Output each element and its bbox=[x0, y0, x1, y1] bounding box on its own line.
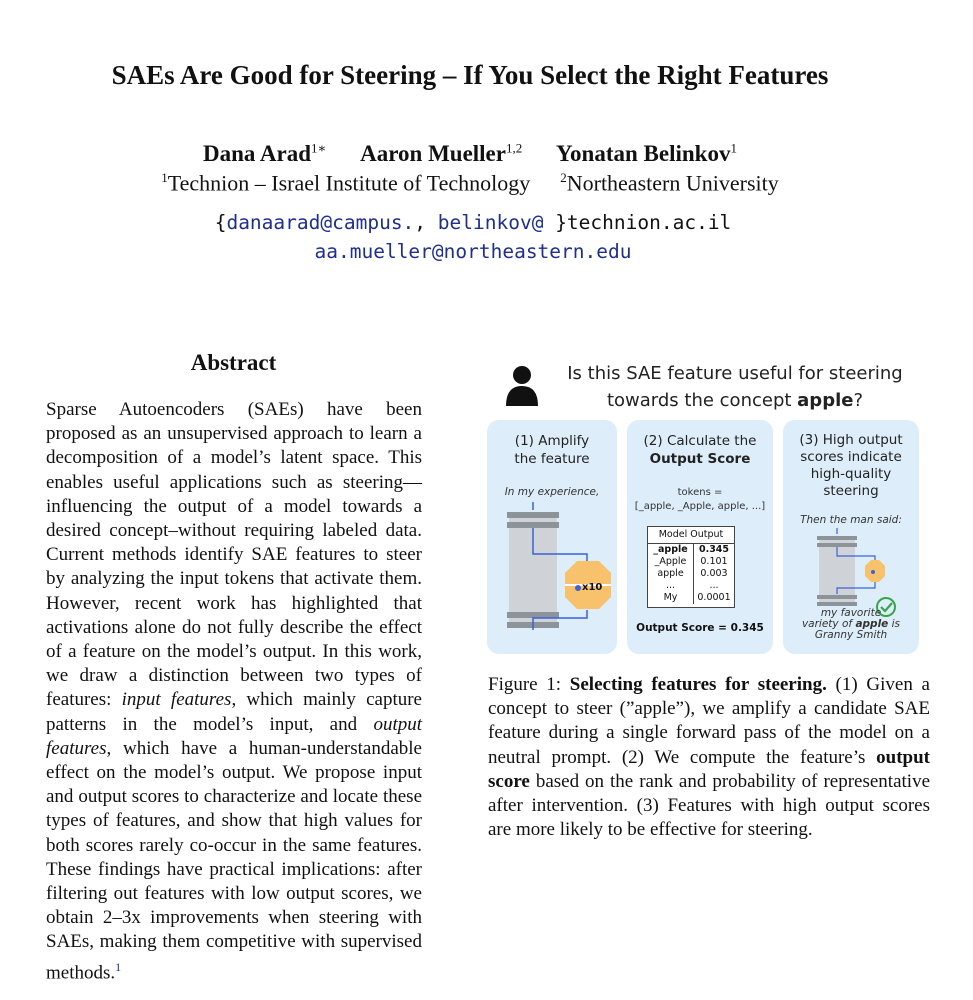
model-output-table: Model Output _apple 0.345 _Apple 0.101 apple 0.003 ... ... My 0.0001 bbox=[647, 526, 735, 608]
amplify-diagram bbox=[487, 500, 617, 650]
author-list bbox=[0, 140, 940, 167]
affiliations: $^1$Technion – Israel Institute of Technology $^2$Northeastern University bbox=[161, 170, 779, 196]
emails: {danaarad@campus., belinkov@ }technion.ac.il aa.mueller@northeastern.edu bbox=[0, 208, 946, 266]
figure-1 bbox=[487, 352, 923, 656]
person-icon bbox=[504, 364, 540, 408]
panel-amplify: (1) Amplify the feature In my experience, x10 bbox=[487, 420, 617, 654]
author-3: Yonatan Belinkov$^1$ bbox=[555, 140, 737, 166]
steered-output: my favorite variety of apple is Granny Smith bbox=[801, 607, 901, 641]
email-link-1[interactable]: danaarad@campus. bbox=[226, 211, 415, 234]
footnote-link[interactable]: 1 bbox=[115, 959, 122, 974]
paper-title: SAEs Are Good for Steering – If You Select the Right Features bbox=[111, 60, 829, 90]
panel-output-score: (2) Calculate the Output Score tokens = [_apple, _Apple, apple, ...] Model Output _apple 0.345 _Apple 0.101 apple 0.003 ... ... My 0.0001 Output Score = 0.345 bbox=[627, 420, 773, 654]
multiplier-label: x10 bbox=[582, 582, 603, 593]
figure-question: Is this SAE feature useful for steering towards the concept apple? bbox=[567, 363, 903, 411]
panel-steering: (3) High output scores indicate high-quality steering Then the man said: my favorite variety of apple is Granny Smith bbox=[783, 420, 919, 654]
abstract-text: Sparse Autoencoders (SAEs) have been proposed as an unsupervised approach to learn a decomposition of a model’s latent space. This enables useful applications such as steering—influencing the output of a model towards a desired concept–without requiring labeled data. Current methods identify SAE features to steer by analyzing the input tokens that activate them. However, recent work has highlighted that activations alone do not fully describe the effect of a feature on the model’s output. In this work, we draw a distinction between two types of features: input features, which mainly capture patterns in the model’s input, and output features, which have a human-understandable effect on the model’s output. We propose input and output scores to characterize and locate these types of features, and show that high values for both scores rarely co-occur in the same features. These findings have practical implications: after filtering out features with low output scores, we obtain 2–3x improvements when steering with SAEs, making them competitive with supervised methods.$^1$ bbox=[46, 399, 422, 983]
email-link-2[interactable]: belinkov@ bbox=[437, 211, 544, 234]
email-link-3[interactable]: aa.mueller@northeastern.edu bbox=[314, 240, 632, 263]
output-score-value: Output Score = 0.345 bbox=[636, 622, 764, 634]
author-2: Aaron Mueller$^{1,2}$ bbox=[360, 140, 523, 166]
figure-caption: Figure 1: Selecting features for steering. (1) Given a concept to steer (”apple”), we amplify a candidate SAE feature during a single forward pass of the model on a neutral prompt. (2) We compute the feature’s output score based on the rank and probability of representative after intervention. (3) Features with high output scores are more likely to be effective for steering. bbox=[488, 674, 930, 841]
abstract-heading: Abstract bbox=[190, 350, 277, 375]
steering-diagram bbox=[783, 526, 919, 610]
author-1: Dana Arad$^{1∗}$ bbox=[203, 140, 327, 166]
